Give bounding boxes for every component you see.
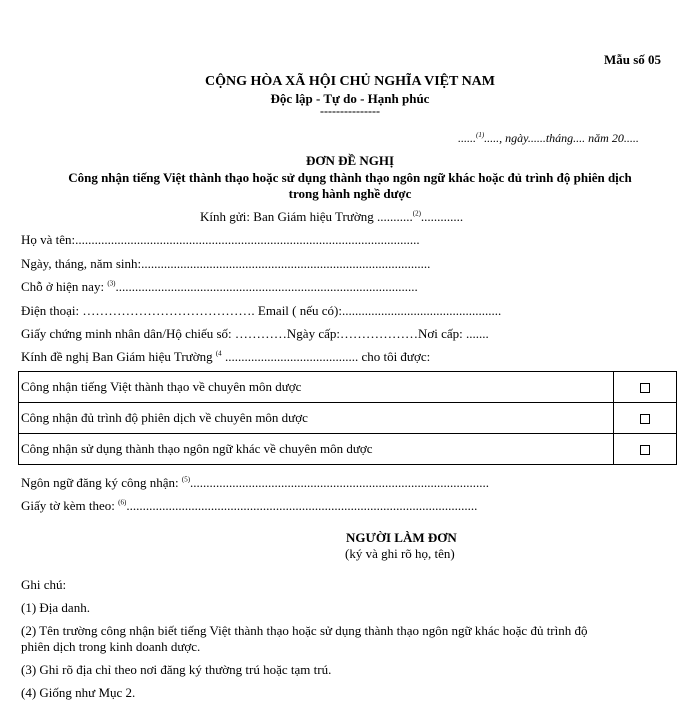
signature-label: NGƯỜI LÀM ĐƠN xyxy=(346,530,457,545)
dateline-date: ....., ngày......tháng.... năm 20..... xyxy=(484,131,639,145)
document-subtitle-line1: Công nhận tiếng Việt thành thạo hoặc sử dụng thành thạo ngôn ngữ khác hoặc đủ trình độ phiên dịch xyxy=(68,170,632,185)
motto: Độc lập - Tự do - Hạnh phúc xyxy=(270,91,430,106)
addressee-text: Kính gửi: Ban Giám hiệu Trường ........... xyxy=(200,209,413,224)
nation-heading: CỘNG HÒA XÃ HỘI CHỦ NGHĨA VIỆT NAM xyxy=(204,74,495,89)
footnote-ref-3: (3) xyxy=(107,279,116,288)
addressee-tail: ............. xyxy=(420,209,464,224)
field-residence-dots: ............................................................................................. xyxy=(115,279,418,294)
field-attachments[interactable] xyxy=(21,498,477,514)
note-item: (1) Địa danh. xyxy=(21,600,90,615)
option-row xyxy=(19,372,677,403)
field-language-label: Ngôn ngữ đăng ký công nhận: xyxy=(21,475,182,490)
note-item: (2) Tên trường công nhận biết tiếng Việt thành thạo hoặc sử dụng thành thạo ngôn ngữ khác hoặc đủ trình độ xyxy=(21,623,588,638)
note-item-continued: phiên dịch trong kinh doanh dược. xyxy=(21,639,201,654)
field-attachments-dots: ............................................................................................................ xyxy=(126,498,478,513)
form-number: Mẫu số 05 xyxy=(604,52,662,67)
field-language-dots: ............................................................................................ xyxy=(190,475,490,490)
option-label: Công nhận sử dụng thành thạo ngôn ngữ khác về chuyên môn dược xyxy=(19,434,614,465)
field-residence-label: Chỗ ở hiện nay: xyxy=(21,279,108,294)
dateline-place: ...... xyxy=(458,131,476,145)
field-language[interactable] xyxy=(21,475,489,491)
addressee-line xyxy=(200,209,463,225)
header-separator: --------------- xyxy=(320,104,380,118)
notes-title: Ghi chú: xyxy=(21,577,67,592)
footnote-ref-1: (1) xyxy=(476,131,485,139)
field-full-name[interactable]: Họ và tên:.......................................................................................................... xyxy=(21,232,420,247)
document-subtitle-line2: trong hành nghề dược xyxy=(288,186,412,201)
note-item: (3) Ghi rõ địa chỉ theo nơi đăng ký thường trú hoặc tạm trú. xyxy=(21,662,332,677)
document-title: ĐƠN ĐỀ NGHỊ xyxy=(305,153,395,168)
field-request[interactable] xyxy=(21,349,430,365)
option-row xyxy=(19,434,677,465)
footnote-ref-6: (6) xyxy=(118,498,127,507)
field-phone-email[interactable]: Điện thoại: …………………………………. Email ( nếu có):................................................. xyxy=(21,303,502,318)
field-attachments-label: Giấy tờ kèm theo: xyxy=(21,498,119,513)
option-label: Công nhận tiếng Việt thành thạo về chuyên môn dược xyxy=(19,372,614,403)
signature-hint: (ký và ghi rõ họ, tên) xyxy=(345,546,455,561)
option-checkbox[interactable] xyxy=(640,414,650,424)
footnote-ref-2: (2) xyxy=(412,209,421,218)
option-checkbox[interactable] xyxy=(640,383,650,393)
field-id-document[interactable]: Giấy chứng minh nhân dân/Hộ chiếu số: …………Ngày cấp:………………Nơi cấp: ....... xyxy=(21,326,489,341)
dateline xyxy=(458,131,639,146)
options-table xyxy=(18,371,677,465)
note-item: (4) Giống như Mục 2. xyxy=(21,685,136,700)
footnote-ref-5: (5) xyxy=(181,475,191,484)
field-birth-date[interactable]: Ngày, tháng, năm sinh:......................................................................................... xyxy=(21,256,431,271)
footnote-ref-4: (4 xyxy=(215,349,222,358)
option-label: Công nhận đủ trình độ phiên dịch về chuyên môn dược xyxy=(19,403,614,434)
option-row xyxy=(19,403,677,434)
field-request-label: Kính đề nghị Ban Giám hiệu Trường xyxy=(21,349,216,364)
field-residence[interactable] xyxy=(21,279,418,295)
option-checkbox[interactable] xyxy=(640,445,650,455)
field-request-tail: ......................................... cho tôi được: xyxy=(221,349,431,364)
